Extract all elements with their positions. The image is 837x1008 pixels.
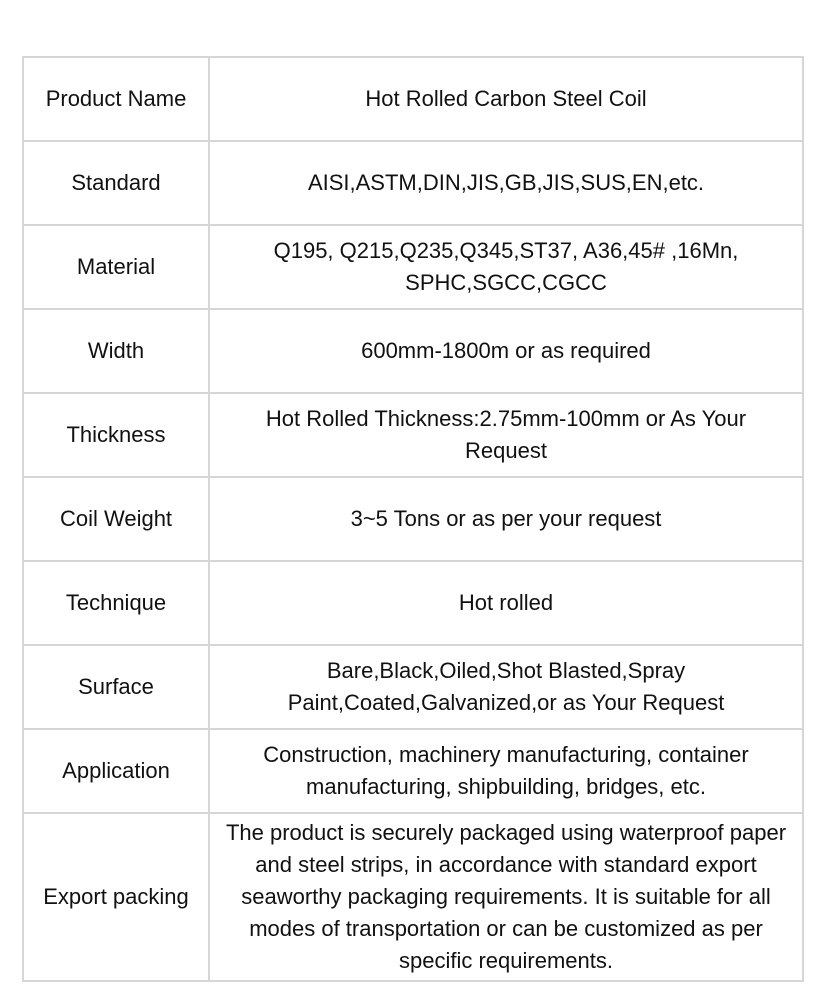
table-row [23, 477, 803, 561]
row-value: Construction, machinery manufacturing, container manufacturing, shipbuilding, bridges, etc. [209, 729, 803, 813]
row-label: Technique [23, 561, 209, 645]
row-value: AISI,ASTM,DIN,JIS,GB,JIS,SUS,EN,etc. [209, 141, 803, 225]
row-label: Width [23, 309, 209, 393]
row-value: Bare,Black,Oiled,Shot Blasted,Spray Paint,Coated,Galvanized,or as Your Request [209, 645, 803, 729]
table-row [23, 729, 803, 813]
row-label: Coil Weight [23, 477, 209, 561]
row-value: The product is securely packaged using waterproof paper and steel strips, in accordance with standard export seaworthy packaging requirements. It is suitable for all modes of transportation or can be customized as per specific requirements. [209, 813, 803, 981]
table-row [23, 645, 803, 729]
row-label: Product Name [23, 57, 209, 141]
table-row [23, 141, 803, 225]
row-label: Surface [23, 645, 209, 729]
row-label: Application [23, 729, 209, 813]
row-value: Hot Rolled Carbon Steel Coil [209, 57, 803, 141]
table-row [23, 561, 803, 645]
row-label: Thickness [23, 393, 209, 477]
row-value: Hot rolled [209, 561, 803, 645]
row-label: Material [23, 225, 209, 309]
row-label: Export packing [23, 813, 209, 981]
table-row [23, 57, 803, 141]
table-row [23, 813, 803, 981]
table-row [23, 309, 803, 393]
table-row [23, 225, 803, 309]
row-value: Q195, Q215,Q235,Q345,ST37, A36,45# ,16Mn, SPHC,SGCC,CGCC [209, 225, 803, 309]
row-label: Standard [23, 141, 209, 225]
row-value: 600mm-1800m or as required [209, 309, 803, 393]
product-spec-table [22, 56, 804, 982]
table-row [23, 393, 803, 477]
row-value: 3~5 Tons or as per your request [209, 477, 803, 561]
row-value: Hot Rolled Thickness:2.75mm-100mm or As Your Request [209, 393, 803, 477]
